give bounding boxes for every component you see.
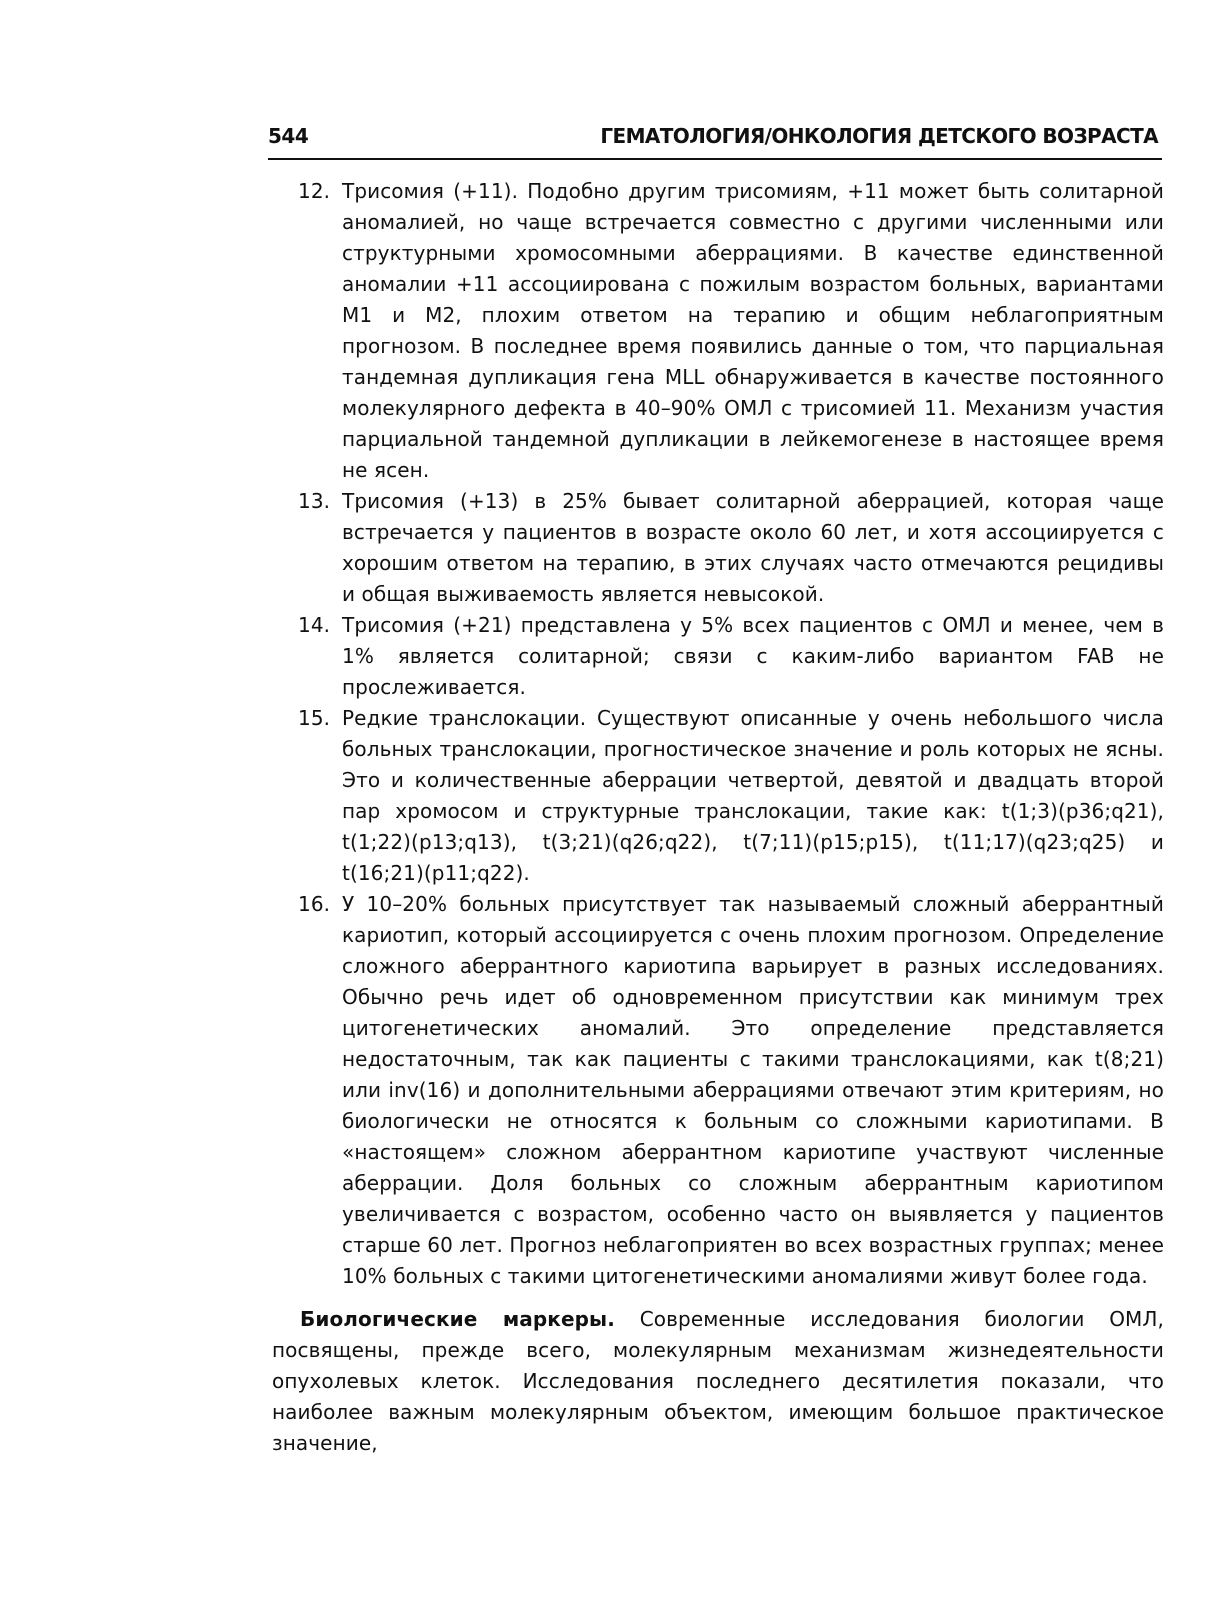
paragraph-text: Современные исследования биологии ОМЛ, посвящены, прежде всего, молекулярным механизмам жизнедеятельности опухолевых клеток. Исследования последнего десятилетия показали, что наиболее важным молекулярным объектом, имеющим большое практическое значение, [272,1307,1164,1455]
paragraph-biological-markers [272,1304,1164,1459]
item-number: 13. [298,489,331,513]
item-number: 15. [298,706,331,730]
list-item-16 [272,889,1164,1292]
list-item-15 [272,703,1164,889]
list-item-12 [272,176,1164,486]
page-number: 544 [268,124,309,148]
item-text: Трисомия (+13) в 25% бывает солитарной аберрацией, которая чаще встречается у пациентов в возрасте около 60 лет, и хотя ассоциируется с хорошим ответом на терапию, в этих случаях часто отмечаются рецидивы и общая выживаемость является невысокой. [342,489,1164,606]
item-text: Трисомия (+21) представлена у 5% всех пациентов с ОМЛ и менее, чем в 1% является солитарной; связи с каким-либо вариантом FAB не прослеживается. [342,613,1164,699]
paragraph-lead-heading: Биологические маркеры. [300,1307,615,1331]
item-text: У 10–20% больных присутствует так называемый сложный аберрантный кариотип, который ассоциируется с очень плохим прогнозом. Определение сложного аберрантного кариотипа варьирует в разных исследованиях. Обычно речь идет об одновременном присутствии как минимум трех цитогенетических аномалий. Это определение представляется недостаточным, так как пациенты с такими транслокациями, как t(8;21) или inv(16) и дополнительными аберрациями отвечают этим критериям, но биологически не относятся к больным со сложными кариотипами. В «настоящем» сложном аберрантном кариотипе участвуют численные аберрации. Доля больных со сложным аберрантным кариотипом увеличивается с возрастом, особенно часто он выявляется у пациентов старше 60 лет. Прогноз неблагоприятен во всех возрастных группах; менее 10% больных с такими цитогенетическими аномалиями живут более года. [342,892,1164,1288]
item-number: 14. [298,613,331,637]
item-text: Трисомия (+11). Подобно другим трисомиям, +11 может быть солитарной аномалией, но чаще встречается совместно с другими численными или структурными хромосомными аберрациями. В качестве единственной аномалии +11 ассоциирована с пожилым возрастом больных, вариантами M1 и M2, плохим ответом на терапию и общим неблагоприятным прогнозом. В последнее время появились данные о том, что парциальная тандемная дупликация гена MLL обнаруживается в качестве постоянного молекулярного дефекта в 40–90% ОМЛ с трисомией 11. Механизм участия парциальной тандемной дупликации в лейкемогенезе в настоящее время не ясен. [342,179,1164,482]
item-number: 16. [298,892,331,916]
list-item-14 [272,610,1164,703]
list-item-13 [272,486,1164,610]
item-number: 12. [298,179,331,203]
page-header [268,122,1162,160]
running-title: ГЕМАТОЛОГИЯ/ОНКОЛОГИЯ ДЕТСКОГО ВОЗРАСТА [600,124,1158,148]
item-text: Редкие транслокации. Существуют описанные у очень небольшого числа больных транслокации, прогностическое значение и роль которых не ясны. Это и количественные аберрации четвертой, девятой и двадцать второй пар хромосом и структурные транслокации, такие как: t(1;3)(p36;q21), t(1;22)(p13;q13), t(3;21)(q26;q22), t(7;11)(p15;p15), t(11;17)(q23;q25) и t(16;21)(p11;q22). [342,706,1164,885]
body-text [272,176,1164,1459]
